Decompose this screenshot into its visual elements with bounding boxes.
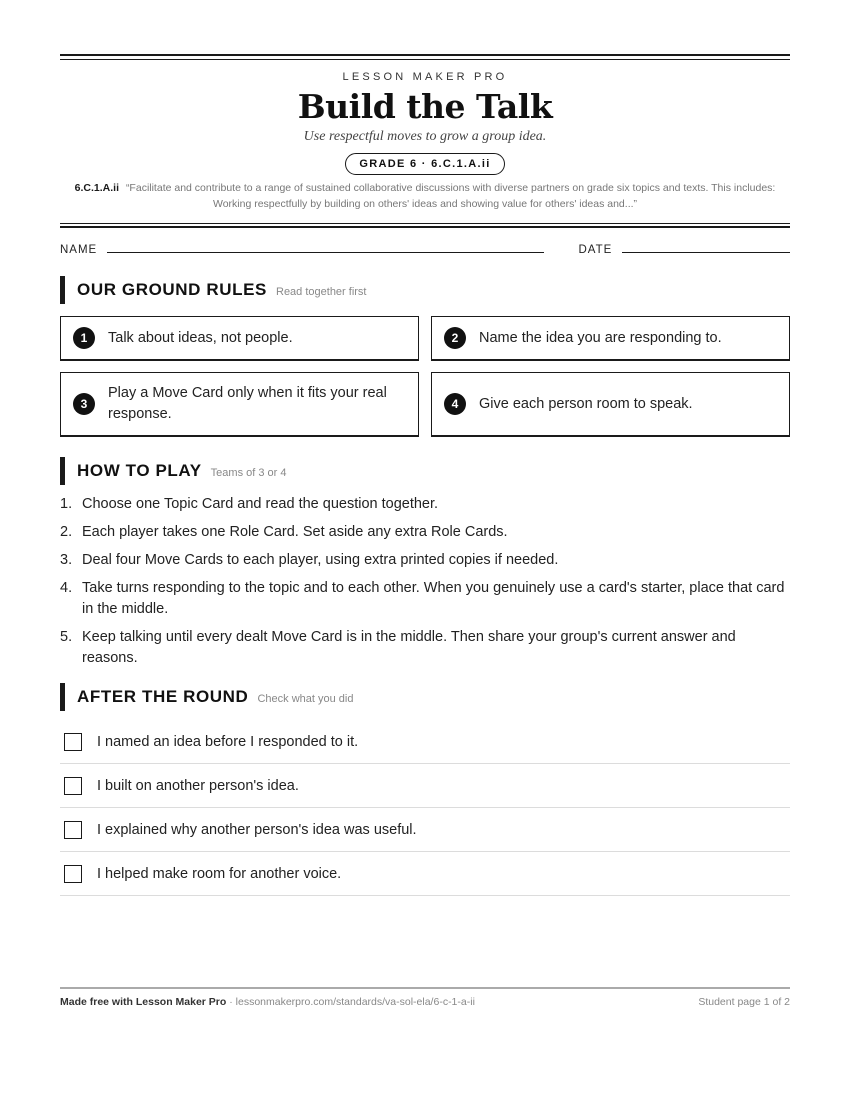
step-text: Take turns responding to the topic and to each other. When you genuinely use a card's starter, place that card in the middle.	[82, 580, 785, 617]
how-to-play-heading	[60, 457, 790, 485]
checklist-item	[60, 720, 790, 764]
footer-page-number: Student page 1 of 2	[698, 996, 790, 1008]
name-line[interactable]	[107, 252, 544, 253]
section-title: AFTER THE ROUND	[77, 687, 249, 706]
footer-credit	[60, 996, 475, 1008]
checklist-text: I helped make room for another voice.	[97, 865, 342, 882]
after-round-checklist	[60, 720, 790, 896]
step-text: Each player takes one Role Card. Set aside any extra Role Cards.	[82, 524, 508, 540]
page-title: Build the Talk	[297, 87, 553, 126]
step-number: 1.	[60, 496, 73, 512]
name-label: NAME	[60, 244, 98, 256]
checklist-item	[60, 852, 790, 896]
rule-text: Name the idea you are responding to.	[479, 329, 722, 346]
footer-made-with: Made free with Lesson Maker Pro	[60, 996, 227, 1008]
ground-rules-heading	[60, 276, 790, 304]
checklist-text: I named an idea before I responded to it.	[97, 733, 359, 750]
after-round-heading	[60, 683, 790, 711]
step-number: 3.	[60, 552, 73, 568]
checklist-text: I explained why another person's idea was useful.	[97, 821, 417, 838]
rule-number-badge: 4	[444, 393, 466, 415]
list-item	[60, 578, 790, 620]
ground-rule-card	[60, 372, 419, 437]
ground-rules-grid	[60, 316, 790, 437]
page-footer	[60, 987, 790, 1008]
page-subtitle: Use respectful moves to grow a group idea.	[303, 129, 547, 144]
list-item	[60, 550, 790, 571]
worksheet-page	[60, 54, 790, 896]
checkbox[interactable]	[64, 777, 82, 795]
list-item	[60, 494, 790, 515]
how-to-play-steps	[60, 494, 790, 669]
name-date-row	[60, 244, 790, 256]
step-text: Keep talking until every dealt Move Card is in the middle. Then share your group's current answer and reasons.	[82, 629, 736, 666]
brand-name: LESSON MAKER PRO	[342, 71, 508, 83]
section-note: Read together first	[276, 286, 367, 298]
grade-badge: GRADE 6 · 6.C.1.A.ii	[345, 153, 504, 175]
standard-code: 6.C.1.A.ii	[74, 182, 120, 194]
worksheet-header	[60, 60, 790, 212]
step-number: 5.	[60, 629, 73, 645]
header-bottom-divider	[60, 223, 790, 228]
section-note: Check what you did	[257, 693, 354, 705]
checkbox[interactable]	[64, 865, 82, 883]
checkbox[interactable]	[64, 821, 82, 839]
date-line[interactable]	[622, 252, 790, 253]
step-number: 4.	[60, 580, 73, 596]
date-label: DATE	[578, 244, 613, 256]
standard-description	[60, 180, 790, 212]
step-text: Deal four Move Cards to each player, using extra printed copies if needed.	[82, 552, 559, 568]
list-item	[60, 627, 790, 669]
ground-rule-card	[431, 372, 790, 437]
section-title: OUR GROUND RULES	[77, 280, 267, 299]
rule-text: Give each person room to speak.	[479, 395, 693, 412]
step-number: 2.	[60, 524, 73, 540]
rule-number-badge: 2	[444, 327, 466, 349]
ground-rule-card	[431, 316, 790, 361]
rule-number-badge: 3	[73, 393, 95, 415]
footer-url: · lessonmakerpro.com/standards/va-sol-ela/6-c-1-a-ii	[226, 996, 475, 1008]
checklist-item	[60, 808, 790, 852]
rule-text: Talk about ideas, not people.	[108, 329, 293, 346]
section-title: HOW TO PLAY	[77, 461, 202, 480]
checklist-text: I built on another person's idea.	[97, 777, 299, 794]
section-note: Teams of 3 or 4	[210, 467, 287, 479]
standard-text: “Facilitate and contribute to a range of sustained collaborative discussions with diverse partners on grade six topics and texts. This includes: Working respectfully by building on others' ideas and showing value for others' ideas and...”	[125, 182, 776, 210]
rule-text: Play a Move Card only when it fits your real response.	[108, 385, 387, 422]
checkbox[interactable]	[64, 733, 82, 751]
checklist-item	[60, 764, 790, 808]
step-text: Choose one Topic Card and read the question together.	[82, 496, 439, 512]
ground-rule-card	[60, 316, 419, 361]
list-item	[60, 522, 790, 543]
rule-number-badge: 1	[73, 327, 95, 349]
